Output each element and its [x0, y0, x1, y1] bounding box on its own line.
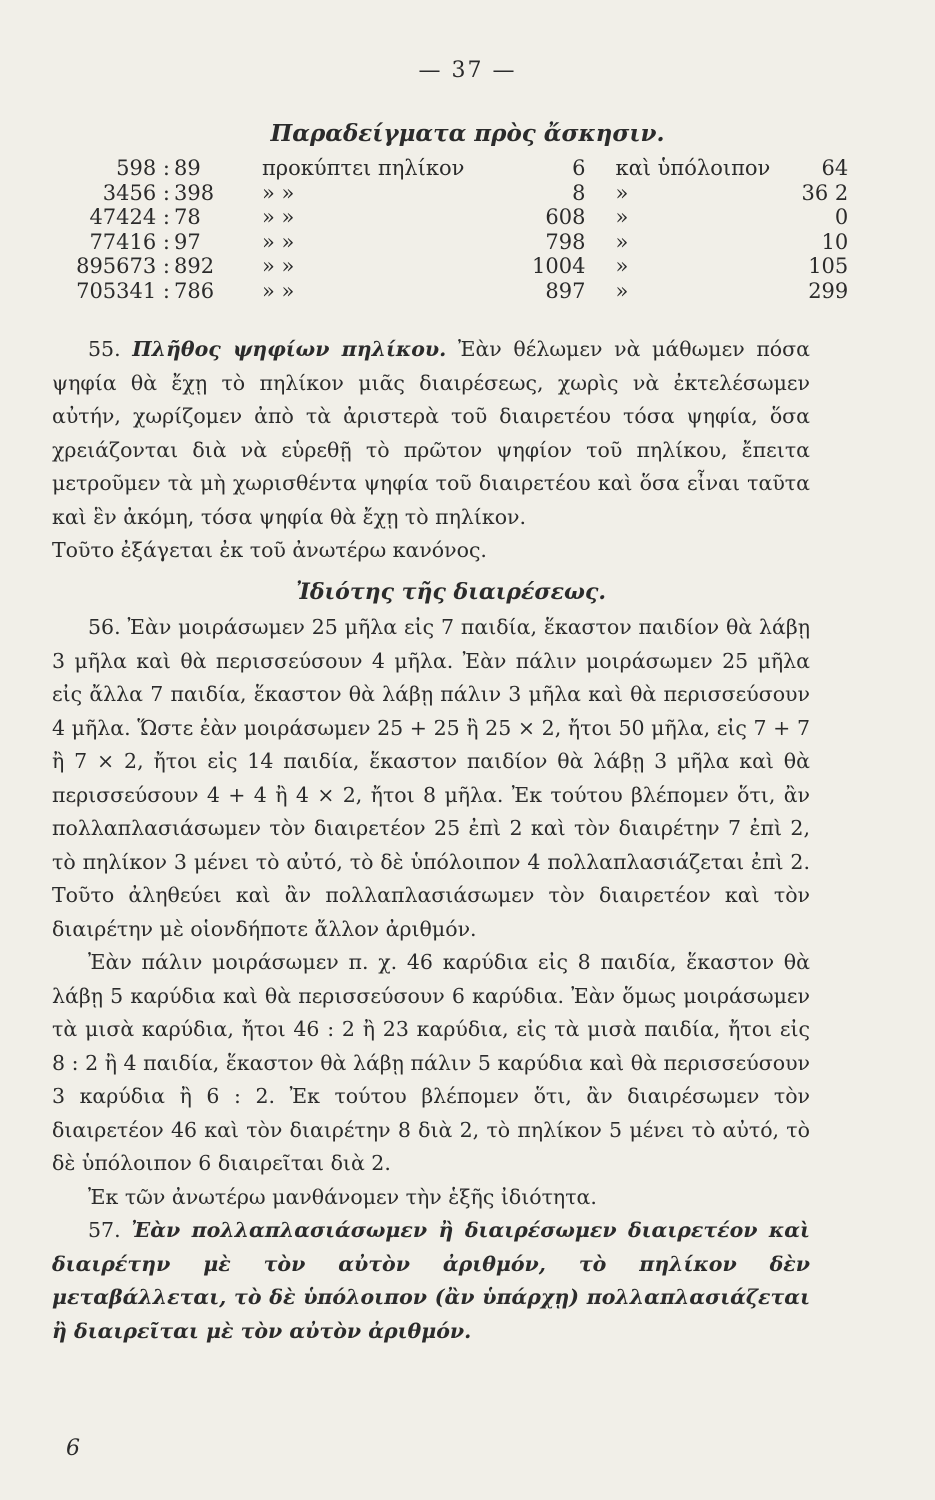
- exercise-row: [66, 254, 848, 279]
- paragraph-55: [52, 333, 810, 534]
- exercise-row: [66, 205, 848, 230]
- paragraph-text: Ἐὰν μοιράσωμεν 25 μῆλα εἰς 7 παιδία, ἕκαστον παιδίον θὰ λάβῃ 3 μῆλα καὶ θὰ περισσεύσουν 4 μῆλα. Ἐὰν πάλιν μοιράσωμεν 25 μῆλα εἰς ἄλλα 7 παιδία, ἕκαστον θὰ λάβῃ πάλιν 3 μῆλα καὶ θὰ περισσεύσουν 4 μῆλα. Ὥστε ἐὰν μοιράσωμεν 25 + 25 ἢ 25 × 2, ἤτοι 50 μῆλα, εἰς 7 + 7 ἢ 7 × 2, ἤτοι εἰς 14 παιδία, ἕκαστον παιδίον θὰ λάβῃ 3 μῆλα καὶ θὰ περισσεύσουν 4 + 4 ἢ 4 × 2, ἤτοι 8 μῆλα. Ἐκ τούτου βλέπομεν ὅτι, ἂν πολλαπλασιάσωμεν τὸν διαιρετέον 25 ἐπὶ 2 καὶ τὸν διαιρέτην 7 ἐπὶ 2, τὸ πηλίκον 3 μένει τὸ αὐτό, τὸ δὲ ὑπόλοιπον 4 πολλαπλασιάζεται ἐπὶ 2. Τοῦτο ἀληθεύει καὶ ἂν πολλαπλασιάσωμεν τὸν διαιρετέον καὶ τὸν διαιρέτην μὲ οἱονδήποτε ἄλλον ἀριθμόν.: [52, 615, 810, 941]
- exercise-quotient: 1004: [532, 254, 586, 278]
- exercises-body: [66, 156, 848, 303]
- exercise-remainder-label: καὶ ὑπόλοιπον: [615, 156, 771, 180]
- exercise-remainder-label: »: [615, 229, 629, 254]
- exercise-quotient: 8: [572, 180, 586, 205]
- exercise-remainder: 36 2: [801, 180, 849, 205]
- paragraph-text: Ἐὰν θέλωμεν νὰ μάθωμεν πόσα ψηφία θὰ ἔχῃ τὸ πηλίκον μιᾶς διαιρέσεως, χωρὶς νὰ ἐκτελέσωμεν αὐτήν, χωρίζομεν ἀπὸ τὰ ἀριστερὰ τοῦ διαιρετέου τόσα ψηφία, ὅσα χρειάζονται διὰ νὰ εὑρεθῇ τὸ πρῶτον ψηφίον τοῦ πηλίκου, ἔπειτα μετροῦμεν τὰ μὴ χωρισθέντα ψηφία τοῦ διαιρετέου καὶ ὅσα εἶναι ταῦτα καὶ ἓν ἀκόμη, τόσα ψηφία θὰ ἔχῃ τὸ πηλίκον.: [52, 337, 810, 529]
- paragraph-56: [52, 611, 810, 946]
- exercise-remainder: 64: [821, 156, 849, 180]
- exercises-title: Παραδείγματα πρὸς ἄσκησιν.: [270, 120, 665, 147]
- exercise-row: [66, 230, 848, 255]
- exercise-divisor: 786: [174, 278, 215, 303]
- exercise-remainder: 0: [834, 205, 849, 229]
- exercise-divisor: 892: [174, 254, 215, 278]
- exercise-dividend: 47424 :: [89, 205, 170, 229]
- exercise-dividend: 598 :: [116, 156, 170, 180]
- paragraph-57: [52, 1214, 810, 1348]
- paragraph-56-second: Ἐὰν πάλιν μοιράσωμεν π. χ. 46 καρύδια εἰς 8 παιδία, ἕκαστον θὰ λάβῃ 5 καρύδια καὶ θὰ περισσεύσουν 6 καρύδια. Ἐὰν ὅμως μοιράσωμεν τὰ μισὰ καρύδια, ἤτοι 46 : 2 ἢ 23 καρύδια, εἰς τὰ μισὰ παιδία, ἤτοι εἰς 8 : 2 ἢ 4 παιδία, ἕκαστον θὰ λάβῃ πάλιν 5 καρύδια καὶ θὰ περισσεύσουν 3 καρύδια ἢ 6 : 2. Ἐκ τούτου βλέπομεν ὅτι, ἂν διαιρέσωμεν τὸν διαιρετέον 46 καὶ τὸν διαιρέτην 8 διὰ 2, τὸ πηλίκον 5 μένει τὸ αὐτό, τὸ δὲ ὑπόλοιπον 6 διαιρεῖται διὰ 2.: [52, 950, 810, 1175]
- exercise-divisor: 78: [174, 205, 201, 229]
- exercise-remainder: 299: [808, 278, 849, 303]
- exercise-row: [66, 181, 848, 206]
- paragraph-number: 55.: [88, 337, 121, 361]
- exercise-label: προκύπτει πηλίκον: [262, 156, 465, 180]
- body-text: [52, 333, 810, 1348]
- paragraph-56-third: Ἐκ τῶν ἀνωτέρω μανθάνομεν τὴν ἑξῆς ἰδιότητα.: [88, 1184, 597, 1209]
- exercise-divisor: 398: [174, 180, 215, 205]
- exercise-remainder-label: »: [615, 254, 629, 278]
- exercise-dividend: 77416 :: [89, 229, 170, 254]
- exercise-remainder-label: »: [615, 180, 629, 205]
- exercise-remainder: 10: [821, 229, 849, 254]
- exercise-quotient: 897: [545, 278, 586, 303]
- exercise-remainder: 105: [808, 254, 849, 278]
- paragraph-number: 56.: [88, 615, 121, 639]
- exercise-quotient: 6: [572, 156, 586, 180]
- exercise-quotient: 798: [545, 229, 586, 254]
- exercise-row: [66, 279, 848, 304]
- section-title: Ἰδιότης τῆς διαιρέσεως.: [295, 578, 607, 605]
- exercise-quotient: 608: [545, 205, 586, 229]
- page-number: — 37 —: [418, 58, 517, 83]
- exercise-label: » »: [262, 278, 295, 303]
- paragraph-number: 57.: [88, 1218, 121, 1242]
- exercise-remainder-label: »: [615, 205, 629, 229]
- exercise-dividend: 705341 :: [76, 278, 170, 303]
- paragraph-55-continued: Τοῦτο ἐξάγεται ἐκ τοῦ ἀνωτέρω κανόνος.: [52, 538, 487, 562]
- footer-mark: 6: [66, 1436, 80, 1461]
- paragraph-heading: Πλῆθος ψηφίων πηλίκου.: [132, 337, 447, 361]
- exercise-divisor: 89: [174, 156, 201, 180]
- exercises-table: [66, 156, 848, 303]
- exercise-row: [66, 156, 848, 181]
- exercise-label: » »: [262, 180, 295, 205]
- exercise-label: » »: [262, 229, 295, 254]
- paragraph-rule: Ἐὰν πολλαπλασιάσωμεν ἢ διαιρέσωμεν διαιρετέον καὶ διαιρέτην μὲ τὸν αὐτὸν ἀριθμόν, τὸ πηλίκον δὲν μεταβάλλεται, τὸ δὲ ὑπόλοιπον (ἂν ὑπάρχῃ) πολλαπλασιάζεται ἢ διαιρεῖται μὲ τὸν αὐτὸν ἀριθμόν.: [52, 1218, 810, 1343]
- exercise-label: » »: [262, 254, 295, 278]
- exercise-dividend: 3456 :: [102, 180, 170, 205]
- exercise-divisor: 97: [174, 229, 201, 254]
- exercise-remainder-label: »: [615, 278, 629, 303]
- exercise-dividend: 895673 :: [76, 254, 170, 278]
- exercise-label: » »: [262, 205, 295, 229]
